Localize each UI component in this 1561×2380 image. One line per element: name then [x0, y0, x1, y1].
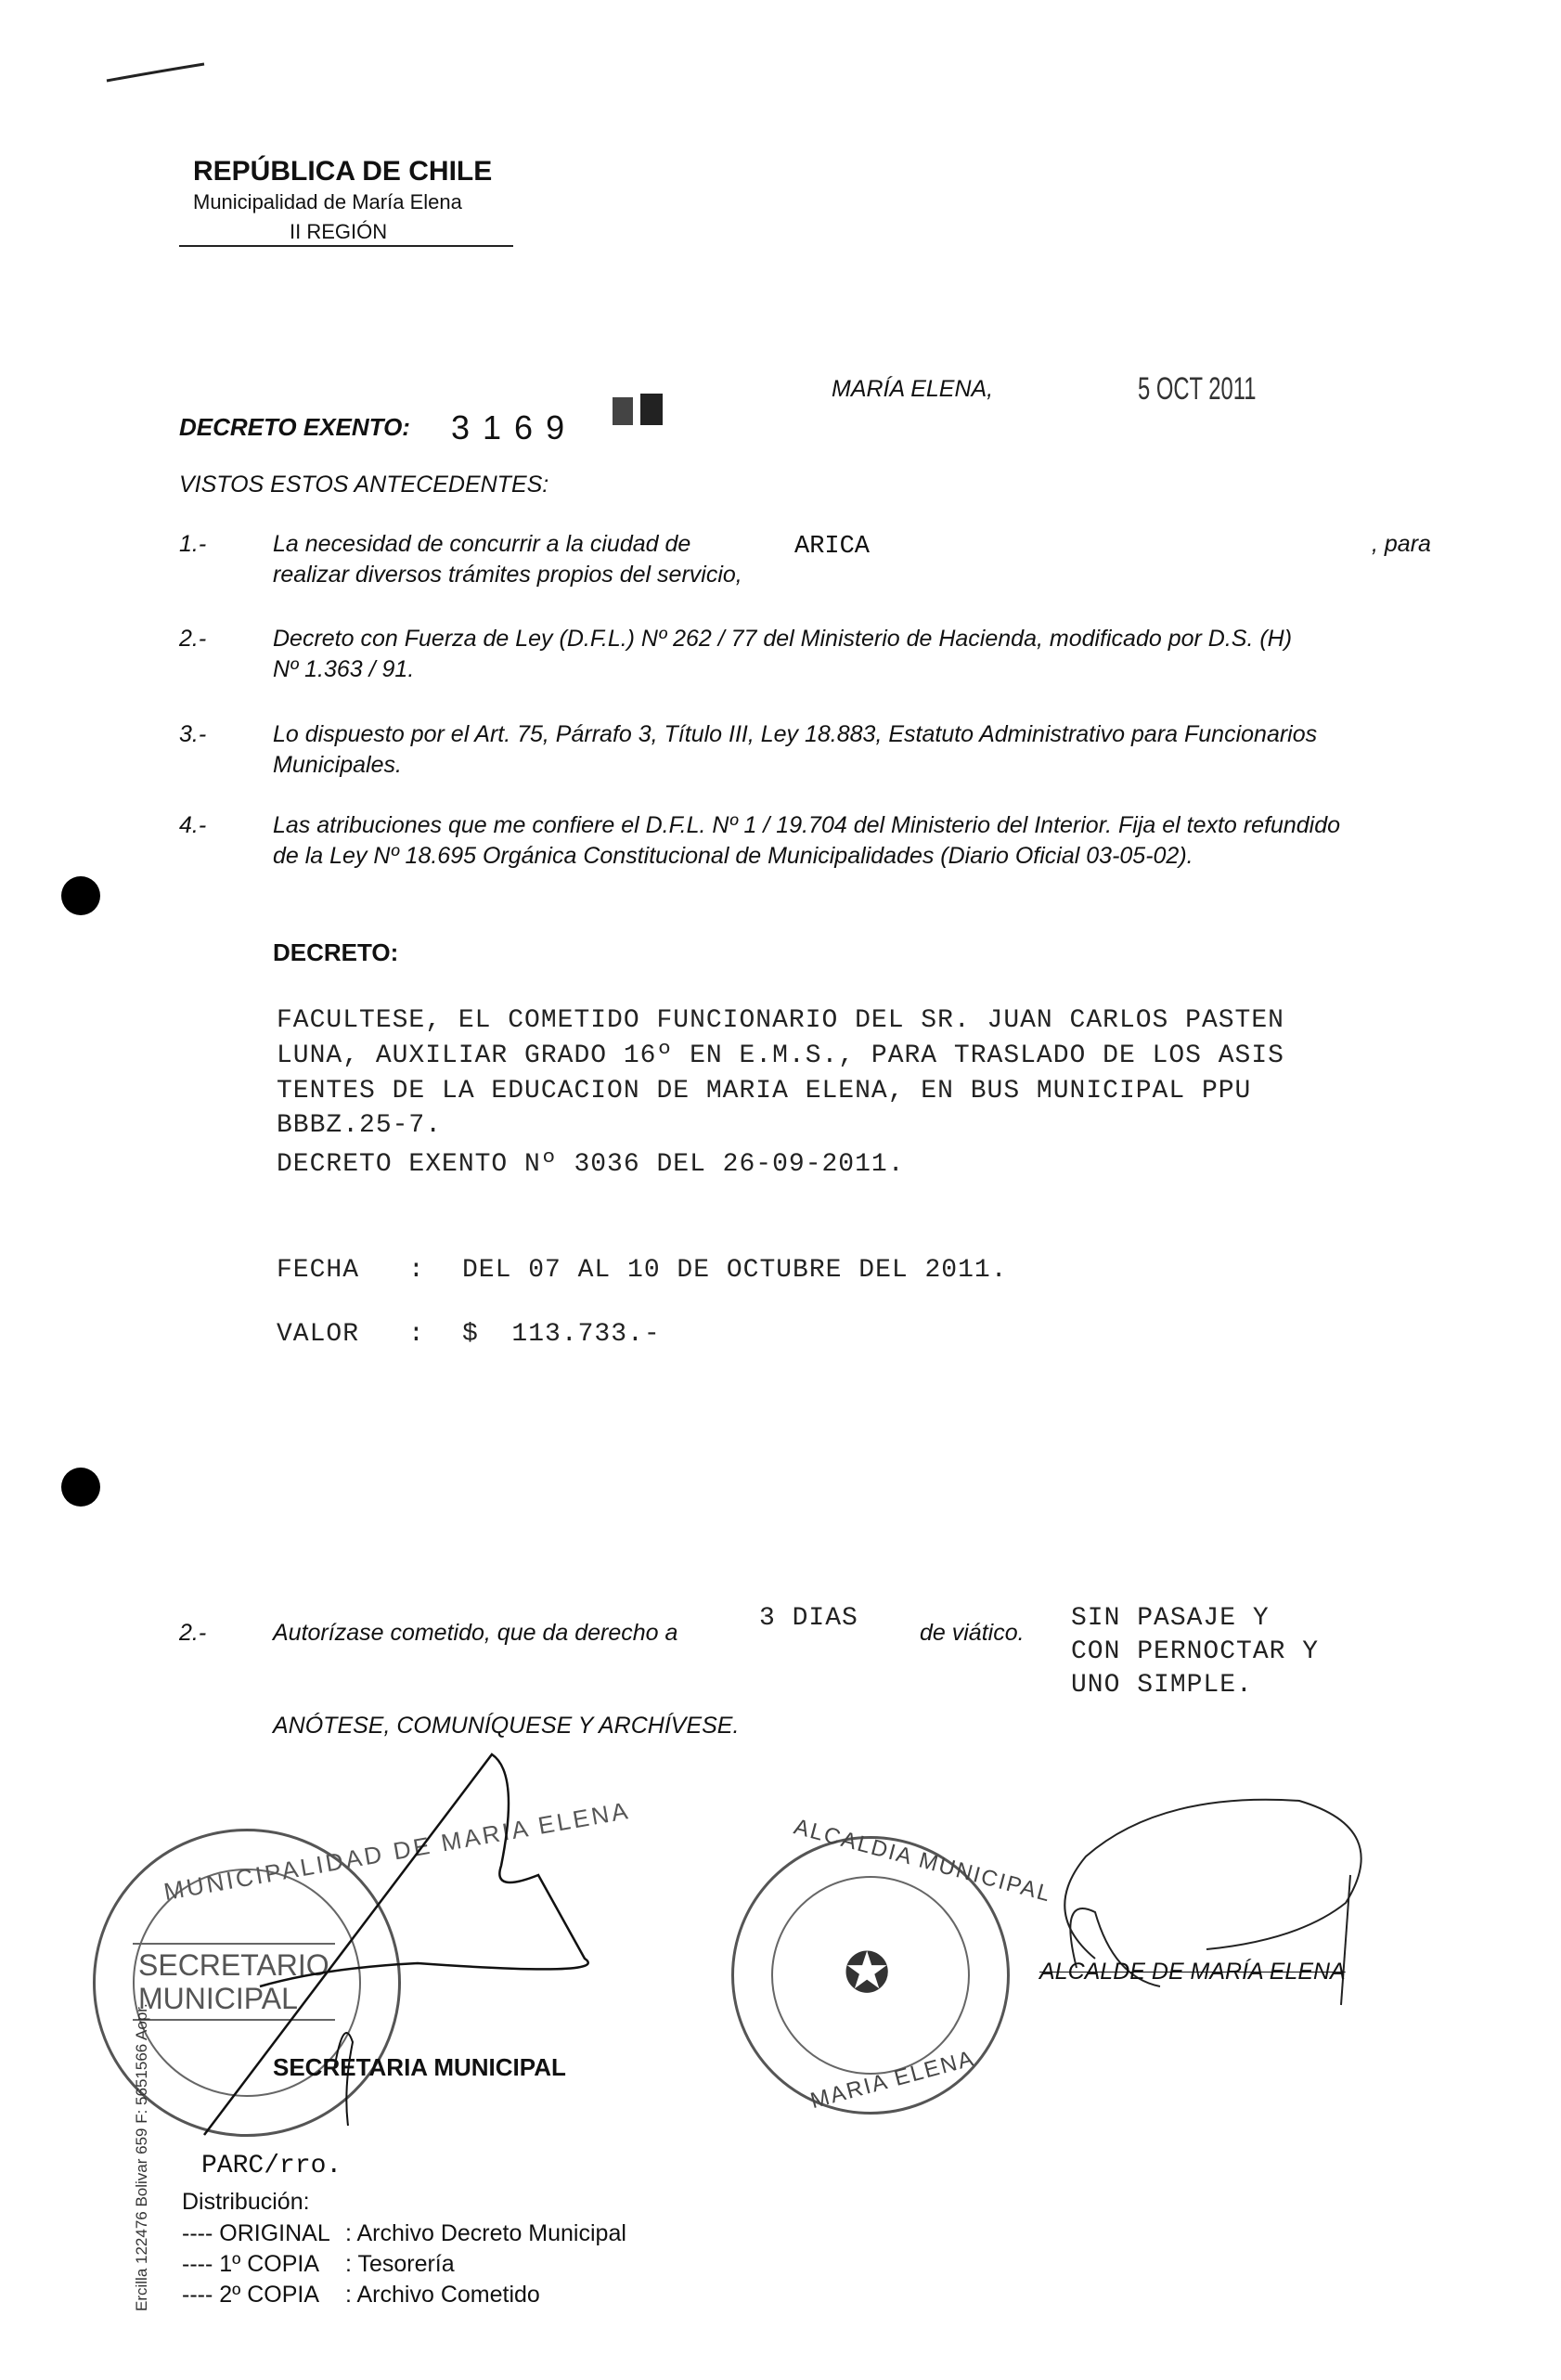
viatico-condition: SIN PASAJE Y [1071, 1604, 1270, 1633]
fecha-value: DEL 07 AL 10 DE OCTUBRE DEL 2011. [462, 1256, 1008, 1285]
decree-date: 5 OCT 2011 [1138, 371, 1257, 407]
closing-text: ANÓTESE, COMUNÍQUESE Y ARCHÍVESE. [273, 1713, 740, 1739]
vistos-item-2-text2: Nº 1.363 / 91. [273, 656, 415, 682]
secretary-title: SECRETARIA MUNICIPAL [273, 2053, 566, 2081]
distribution-dest: : Archivo Decreto Municipal [345, 2220, 626, 2246]
vistos-item-1-tail: , para [1372, 531, 1431, 557]
decreto-body-line: TENTES DE LA EDUCACION DE MARIA ELENA, EN BUS MUNICIPAL PPU [277, 1077, 1252, 1106]
vistos-item-4-num: 4.- [179, 812, 207, 838]
punch-hole [61, 1468, 100, 1507]
header-country: REPÚBLICA DE CHILE [193, 156, 493, 187]
stamp-ring-text: MUNICIPALIDAD DE MARIA ELENA [161, 1795, 633, 1907]
decree-number: 3 1 6 9 [451, 408, 567, 446]
decreto-reference: DECRETO EXENTO Nº 3036 DEL 26-09-2011. [277, 1150, 905, 1179]
header-divider [179, 245, 513, 247]
viatico-text: Autorízase cometido, que da derecho a [273, 1620, 678, 1646]
mayor-title: ALCALDE DE MARÍA ELENA [1039, 1959, 1346, 1985]
valor-colon: : [408, 1320, 425, 1349]
distribution-copy: ---- 1º COPIA [182, 2251, 320, 2277]
decree-label: DECRETO EXENTO: [179, 413, 410, 441]
viatico-condition: CON PERNOCTAR Y [1071, 1637, 1320, 1666]
vistos-item-1-text2: realizar diversos trámites propios del servicio, [273, 562, 742, 588]
decreto-body-line: LUNA, AUXILIAR GRADO 16º EN E.M.S., PARA TRASLADO DE LOS ASIS [277, 1041, 1284, 1070]
scan-mark [102, 51, 213, 88]
vistos-item-1-text: La necesidad de concurrir a la ciudad de [273, 531, 691, 557]
stamp-mark [613, 397, 633, 425]
distribution-title: Distribución: [182, 2189, 310, 2215]
viatico-num: 2.- [179, 1620, 207, 1646]
vistos-item-3-num: 3.- [179, 721, 207, 747]
vistos-item-3-text2: Municipales. [273, 752, 402, 778]
coat-of-arms-icon: ✪ [844, 1942, 891, 2004]
vistos-item-2-text: Decreto con Fuerza de Ley (D.F.L.) Nº 262 / 77 del Ministerio de Hacienda, modificado por D.S. (H) [273, 626, 1293, 652]
printer-note: Ercilla 122476 Bolivar 659 F: 5651566 Aopr. [133, 2003, 150, 2311]
viatico-suffix: de viático. [920, 1620, 1025, 1646]
valor-label: VALOR [277, 1320, 360, 1349]
vistos-title: VISTOS ESTOS ANTECEDENTES: [179, 472, 549, 498]
fecha-label: FECHA [277, 1256, 360, 1285]
stamp-ring-text: MARIA ELENA [807, 2045, 978, 2115]
stamp-text: MUNICIPAL [138, 1982, 298, 2015]
valor-value: $ 113.733.- [462, 1320, 661, 1349]
mayor-stamp [731, 1814, 1055, 2115]
header-municipality: Municipalidad de María Elena [193, 190, 462, 213]
viatico-condition: UNO SIMPLE. [1071, 1671, 1253, 1700]
decree-place: MARÍA ELENA, [832, 376, 994, 402]
decreto-body-line: BBBZ.25-7. [277, 1111, 443, 1140]
vistos-item-1-num: 1.- [179, 531, 207, 557]
viatico-days: 3 DIAS [759, 1604, 858, 1633]
distribution-dest: : Tesorería [345, 2251, 455, 2277]
vistos-item-1-city: ARICA [794, 533, 871, 561]
decreto-title: DECRETO: [273, 938, 399, 966]
distribution-dest: : Archivo Cometido [345, 2282, 540, 2308]
vistos-item-4-text: Las atribuciones que me confiere el D.F.L. Nº 1 / 19.704 del Ministerio del Interior. Fija el texto refundido [273, 812, 1341, 838]
initials: PARC/rro. [201, 2152, 342, 2180]
distribution-copy: ---- 2º COPIA [182, 2282, 320, 2308]
distribution-copy: ---- ORIGINAL [182, 2220, 330, 2246]
vistos-item-4-text2: de la Ley Nº 18.695 Orgánica Constitucional de Municipalidades (Diario Oficial 03-05-02). [273, 843, 1193, 869]
vistos-item-2-num: 2.- [179, 626, 207, 652]
stamp-mark [640, 394, 663, 425]
punch-hole [61, 876, 100, 915]
secretary-signature [186, 1736, 650, 2154]
vistos-item-3-text: Lo dispuesto por el Art. 75, Párrafo 3, Título III, Ley 18.883, Estatuto Administrativo para Funcionarios [273, 721, 1318, 747]
fecha-colon: : [408, 1256, 425, 1285]
decreto-body-line: FACULTESE, EL COMETIDO FUNCIONARIO DEL SR. JUAN CARLOS PASTEN [277, 1006, 1284, 1035]
stamp-text: SECRETARIO [138, 1948, 329, 1982]
stamp-ring-text: ALCALDIA MUNICIPAL [791, 1814, 1055, 1908]
header-region: II REGIÓN [290, 220, 388, 243]
